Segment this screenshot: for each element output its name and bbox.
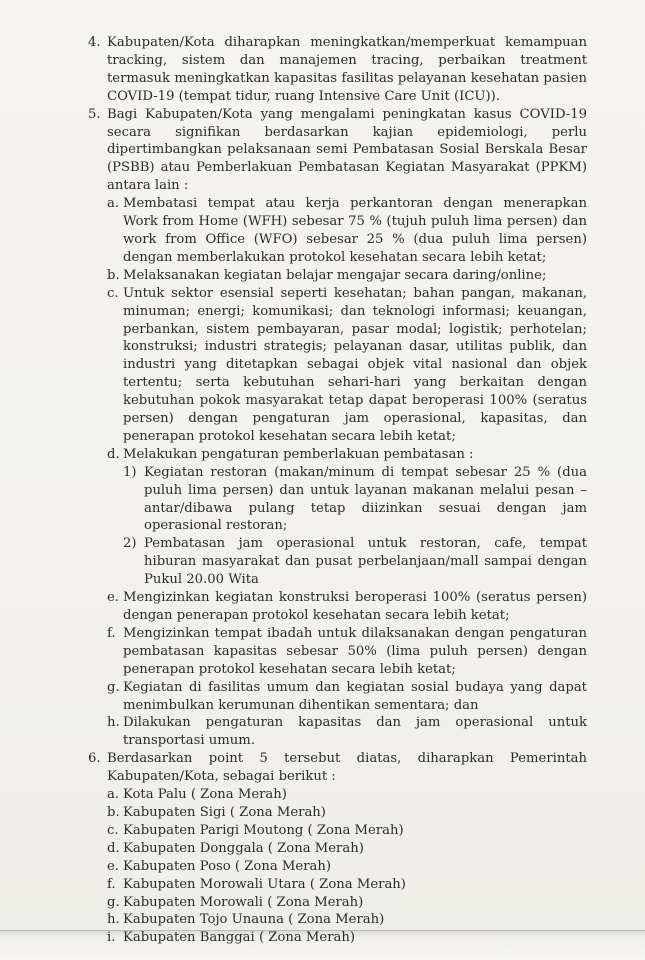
list-text: Kota Palu ( Zona Merah) [123,787,287,803]
list-item-6i [0,929,587,947]
list-text: Bagi Kabupaten/Kota yang mengalami peningkatan kasus COVID-19 secara signifikan berdasarkan kajian epidemiologi, perlu dipertimbangkan pelaksanaan semi Pembatasan Sosial Berskala Besar (PSBB) atau Pemberlakuan Pembatasan Kegiatan Masyarakat (PPKM) antara lain : [107,106,587,194]
list-marker: d. [107,840,120,856]
list-item-6d [0,840,587,858]
list-text: Kegiatan restoran (makan/minum di tempat sebesar 25 % (dua puluh lima persen) dan untuk layanan makanan melalui pesan – antar/dibawa pulang tetap diizinkan sesuai dengan jam operasional restoran; [144,464,587,534]
list-text: Membatasi tempat atau kerja perkantoran dengan menerapkan Work from Home (WFH) sebesar 75 % (tujuh puluh lima persen) dan work from Office (WFO) sebesar 25 % (dua puluh lima persen) dengan memberlakukan protokol kesehatan secara lebih ketat; [123,196,587,265]
list-item-5a [0,195,587,267]
list-item-5b [0,267,587,285]
list-text: Kabupaten Morowali ( Zona Merah) [123,894,364,910]
list-item-5d-1 [0,464,587,536]
list-marker: e. [107,858,119,874]
list-marker: b. [107,804,120,820]
list-marker: c. [107,822,119,838]
list-text: Mengizinkan tempat ibadah untuk dilaksanakan dengan pengaturan pembatasan kapasitas sebesar 50% (lima puluh persen) dengan penerapan protokol kesehatan secara lebih ketat; [123,625,587,677]
list-marker: b. [107,267,120,283]
list-text: Untuk sektor esensial seperti kesehatan; bahan pangan, makanan, minuman; energi; komunikasi; dan teknologi informasi; keuangan, perbankan, sistem pembayaran, pasar modal; logistik; perhotelan; konstruksi; industri strategis; pelayanan dasar, utilitas publik, dan industri yang ditetapkan sebagai objek vital nasional dan objek tertentu; serta kebutuhan sehari-hari yang berkaitan dengan kebutuhan pokok masyarakat tetap dapat beroperasi 100% (seratus persen) dengan pengaturan jam operasional, kapasitas, dan penerapan protokol kesehatan secara lebih ketat; [123,285,587,444]
list-text: Dilakukan pengaturan kapasitas dan jam operasional untuk transportasi umum. [123,715,587,749]
list-marker: a. [107,196,120,212]
list-item-6f [0,876,587,894]
list-item-5e [0,589,587,625]
list-text: Berdasarkan point 5 tersebut diatas, diharapkan Pemerintah Kabupaten/Kota, sebagai berikut : [107,751,587,785]
list-text: Kabupaten Morowali Utara ( Zona Merah) [123,876,406,892]
list-marker: 6. [88,751,101,767]
list-marker: 5. [88,106,101,122]
list-item-5d [0,446,587,464]
list-item-6h [0,911,587,929]
list-item-6g [0,894,587,912]
list-marker: e. [107,590,119,606]
list-text: Kabupaten Poso ( Zona Merah) [123,858,332,874]
list-marker: 2) [123,536,137,552]
list-marker: g. [107,679,120,695]
document-body [0,34,645,947]
list-marker: f. [107,625,116,641]
list-item-5c [0,285,587,446]
list-text: Kegiatan di fasilitas umum dan kegiatan sosial budaya yang dapat menimbulkan kerumunan dihentikan sementara; dan [123,679,587,713]
list-marker: f. [107,876,116,892]
list-text: Kabupaten Tojo Unauna ( Zona Merah) [123,912,385,928]
list-text: Kabupaten Banggai ( Zona Merah) [123,930,356,946]
list-item-5h [0,714,587,750]
list-item-6 [0,750,587,786]
list-item-6c [0,822,587,840]
list-item-5g [0,679,587,715]
list-item-4 [0,34,587,106]
list-marker: g. [107,894,120,910]
list-item-6b [0,804,587,822]
list-text: Kabupaten/Kota diharapkan meningkatkan/memperkuat kemampuan tracking, sistem dan manajemen tracing, perbaikan treatment termasuk meningkatkan kapasitas fasilitas pelayanan kesehatan pasien COVID-19 (tempat tidur, ruang Intensive Care Unit (ICU)). [107,35,587,104]
list-item-5d-2 [0,535,587,589]
list-marker: h. [107,912,120,928]
list-item-6e [0,858,587,876]
list-item-5f [0,625,587,679]
list-text: Kabupaten Donggala ( Zona Merah) [123,840,364,856]
list-marker: c. [107,285,119,301]
list-text: Pembatasan jam operasional untuk restoran, cafe, tempat hiburan masyarakat dan pusat perbelanjaan/mall sampai dengan Pukul 20.00 Wita [144,536,587,588]
list-marker: d. [107,446,120,462]
list-item-5 [0,106,587,196]
list-text: Mengizinkan kegiatan konstruksi beroperasi 100% (seratus persen) dengan penerapan protokol kesehatan secara lebih ketat; [123,590,587,623]
list-item-6a [0,786,587,804]
list-text: Kabupaten Parigi Moutong ( Zona Merah) [123,822,404,838]
list-text: Melaksanakan kegiatan belajar mengajar secara daring/online; [123,267,547,283]
list-marker: i. [107,930,116,946]
list-marker: a. [107,787,120,803]
list-marker: h. [107,715,120,731]
list-marker: 4. [88,35,101,50]
list-marker: 1) [123,464,137,480]
list-text: Kabupaten Sigi ( Zona Merah) [123,804,326,820]
list-text: Melakukan pengaturan pemberlakuan pembatasan : [123,446,474,462]
